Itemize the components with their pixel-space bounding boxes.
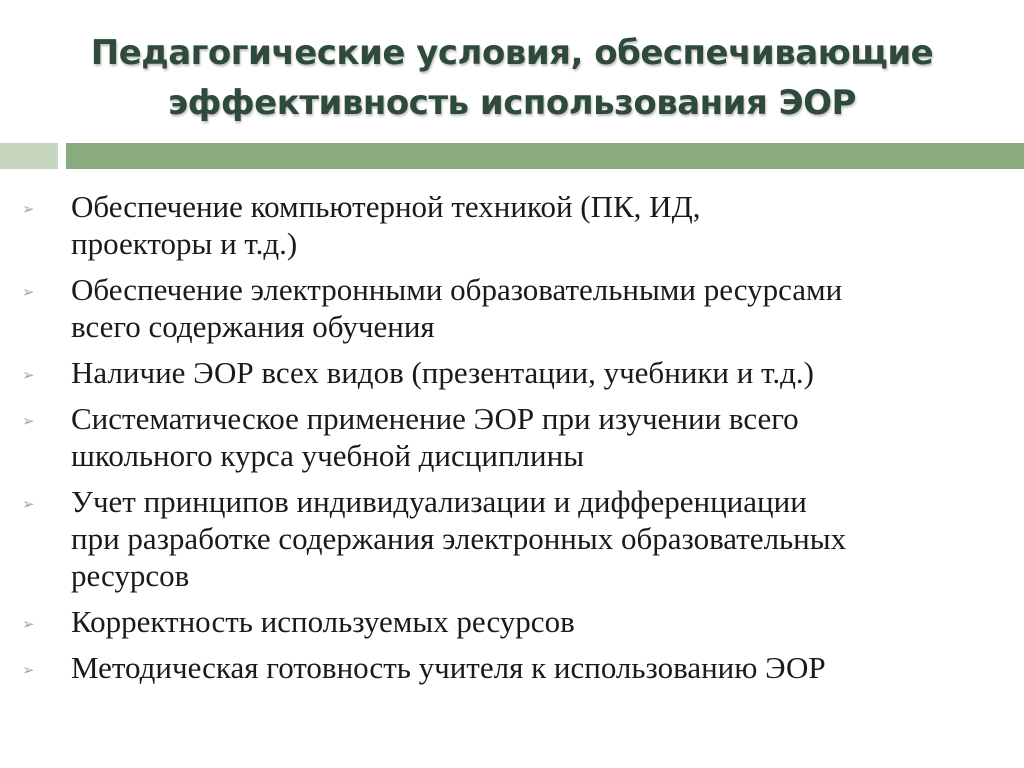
- list-item-line: Корректность используемых ресурсов: [71, 604, 575, 639]
- list-item-line: Методическая готовность учителя к использованию ЭОР: [71, 650, 826, 685]
- slide-title-line-1: Педагогические условия, обеспечивающие: [90, 33, 934, 73]
- list-item-line: Обеспечение электронными образовательными ресурсами: [71, 272, 843, 307]
- slide-title: [40, 28, 984, 128]
- arrow-bullet-icon: ➢: [22, 366, 35, 384]
- conditions-list: [0, 188, 1024, 695]
- title-divider-dark: [66, 143, 1024, 169]
- arrow-bullet-icon: ➢: [22, 495, 35, 513]
- list-item-line: ресурсов: [71, 558, 190, 593]
- list-item-line: Систематическое применение ЭОР при изучении всего: [71, 401, 799, 436]
- list-item-line: всего содержания обучения: [71, 309, 435, 344]
- list-item: [0, 400, 1024, 474]
- list-item: [0, 649, 1024, 686]
- list-item-line: при разработке содержания электронных образовательных: [71, 521, 847, 556]
- arrow-bullet-icon: ➢: [22, 283, 35, 301]
- list-item-line: Учет принципов индивидуализации и дифференциации: [71, 484, 807, 519]
- list-item-line: школьного курса учебной дисциплины: [71, 438, 585, 473]
- slide-title-line-2: эффективность использования ЭОР: [168, 83, 856, 123]
- arrow-bullet-icon: ➢: [22, 412, 35, 430]
- title-divider-light: [0, 143, 58, 169]
- arrow-bullet-icon: ➢: [22, 661, 35, 679]
- list-item: [0, 354, 1024, 391]
- list-item-line: проекторы и т.д.): [71, 226, 298, 261]
- list-item: [0, 483, 1024, 594]
- arrow-bullet-icon: ➢: [22, 615, 35, 633]
- list-item: [0, 188, 1024, 262]
- list-item-line: Наличие ЭОР всех видов (презентации, учебники и т.д.): [71, 355, 814, 390]
- list-item: [0, 603, 1024, 640]
- list-item-line: Обеспечение компьютерной техникой (ПК, ИД,: [71, 189, 701, 224]
- arrow-bullet-icon: ➢: [22, 200, 35, 218]
- list-item: [0, 271, 1024, 345]
